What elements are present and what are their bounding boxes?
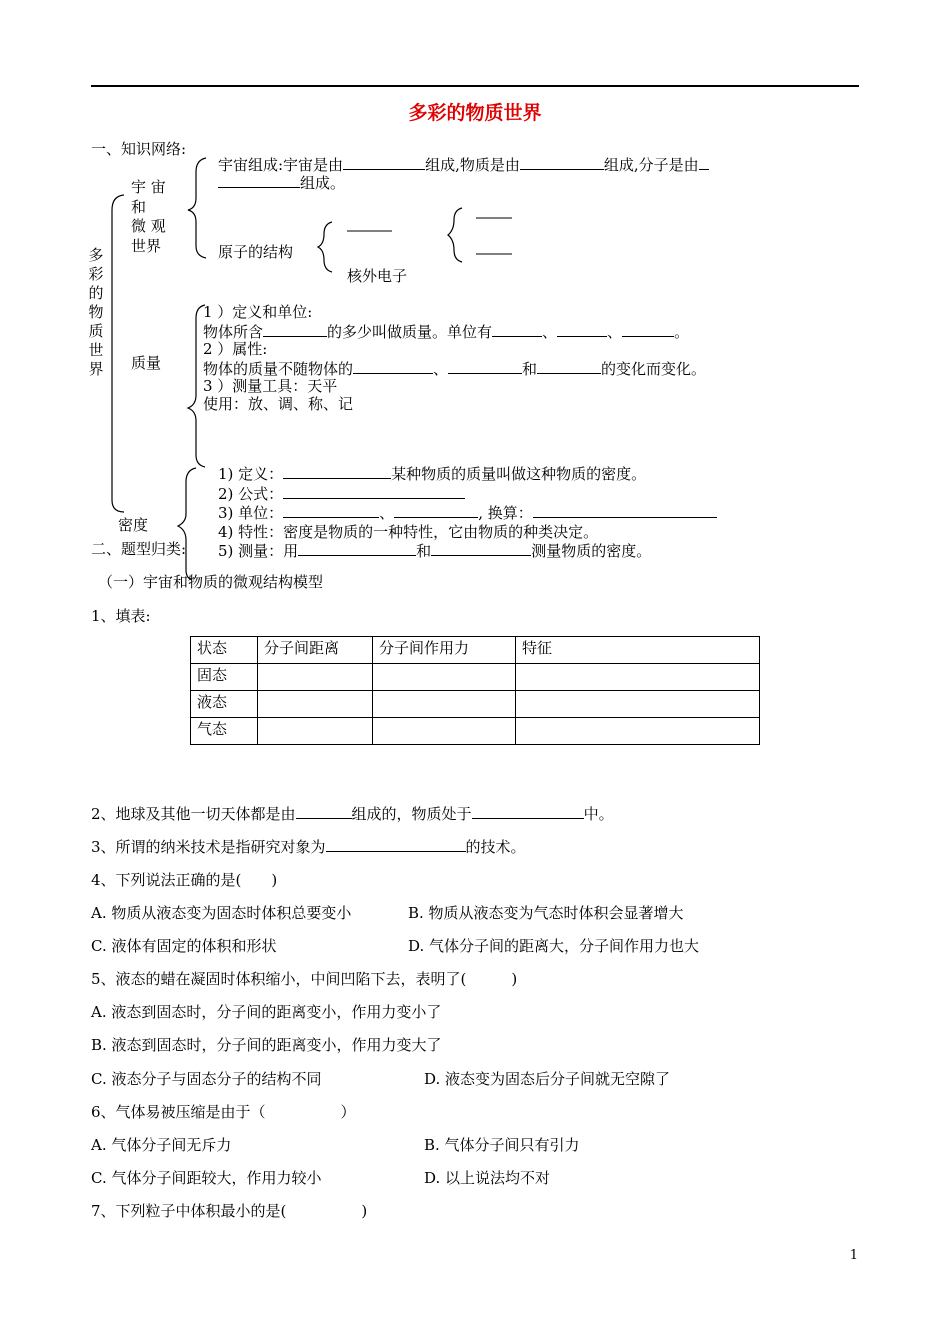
option-5b: B. 液态到固态时，分子间的距离变小，作用力变大了 — [91, 1036, 442, 1054]
density-details: 1) 定义： 某种物质的质量叫做这种物质的密度。 2) 公式： 3) 单位： 、 , 换算： 4) 特性：密度是物质的一种特性，它由物质的种类决定。 5) 测量：用 和 测量物质的密度。 — [218, 464, 717, 561]
question-7: 7、下列粒子中体积最小的是( ) — [91, 1202, 368, 1220]
option-4d: D. 气体分子间的距离大，分子间作用力也大 — [408, 937, 700, 955]
table-header: 分子间作用力 — [373, 637, 516, 664]
option-6d: D. 以上说法均不对 — [424, 1169, 551, 1187]
universe-line-2: 组成。 — [218, 172, 345, 193]
option-6c: C. 气体分子间距较大，作用力较小 — [91, 1169, 322, 1187]
table-row — [191, 664, 760, 691]
option-6b: B. 气体分子间只有引力 — [424, 1136, 580, 1154]
option-6a: A. 气体分子间无斥力 — [91, 1136, 232, 1154]
table-header-row — [191, 637, 760, 664]
question-4: 4、下列说法正确的是( ) — [91, 871, 278, 889]
table-cell: 固态 — [191, 664, 258, 691]
root-brace — [112, 195, 124, 512]
answer-cell[interactable] — [258, 691, 373, 718]
states-table — [190, 636, 760, 745]
answer-cell[interactable] — [516, 691, 760, 718]
section-knowledge-network: 一、知识网络: — [91, 140, 187, 158]
answer-cell[interactable] — [373, 691, 516, 718]
answer-cell[interactable] — [516, 718, 760, 745]
table-header: 分子间距离 — [258, 637, 373, 664]
option-5a: A. 液态到固态时，分子间的距离变小，作用力变小了 — [91, 1003, 442, 1021]
atom-structure: 原子的结构 — [218, 243, 294, 261]
table-header: 特征 — [516, 637, 760, 664]
table-header: 状态 — [191, 637, 258, 664]
electron-label: 核外电子 — [347, 267, 408, 285]
table-row — [191, 691, 760, 718]
answer-cell[interactable] — [258, 664, 373, 691]
option-4b: B. 物质从液态变为气态时体积会显著增大 — [408, 904, 684, 922]
option-4a: A. 物质从液态变为固态时体积总要变小 — [91, 904, 352, 922]
universe-line-1: 宇宙组成:宇宙是由 组成,物质是由 组成,分子是由 — [218, 154, 709, 175]
nucleus-brace — [448, 208, 462, 262]
question-2: 2、地球及其他一切天体都是由 组成的，物质处于 中。 — [91, 805, 614, 823]
answer-cell[interactable] — [516, 664, 760, 691]
density-label: 密度 — [118, 516, 149, 534]
table-cell: 液态 — [191, 691, 258, 718]
page-number: 1 — [849, 1248, 858, 1263]
subsection-1: （一）宇宙和物质的微观结构模型 — [98, 573, 324, 591]
option-4c: C. 液体有固定的体积和形状 — [91, 937, 277, 955]
question-5: 5、液态的蜡在凝固时体积缩小，中间凹陷下去，表明了( ) — [91, 970, 518, 988]
answer-cell[interactable] — [373, 718, 516, 745]
page-title: 多彩的物质世界 — [408, 102, 542, 124]
table-row — [191, 718, 760, 745]
atom-brace — [318, 222, 332, 272]
answer-cell[interactable] — [258, 718, 373, 745]
question-6: 6、气体易被压缩是由于（ ） — [91, 1103, 356, 1121]
section-question-types: 二、题型归类: — [91, 540, 187, 558]
universe-label: 宇 宙 和 微 观 世界 — [131, 178, 166, 255]
table-cell: 气态 — [191, 718, 258, 745]
mass-label: 质量 — [131, 354, 162, 372]
option-5c: C. 液态分子与固态分子的结构不同 — [91, 1070, 322, 1088]
root-label: 多 彩 的 物 质 世 界 — [88, 246, 104, 378]
question-3: 3、所谓的纳米技术是指研究对象为 的技术。 — [91, 838, 526, 856]
density-brace — [178, 468, 196, 580]
answer-cell[interactable] — [373, 664, 516, 691]
universe-brace — [188, 158, 206, 258]
question-1: 1、填表: — [91, 607, 151, 625]
option-5d: D. 液态变为固态后分子间就无空隙了 — [424, 1070, 671, 1088]
mass-details: 1 ）定义和单位: 物体所含 的多少叫做质量。单位有 、 、 。 2 ）属性: 物体的质量不随物体的 、 和 的变化而变化。 3 ）测量工具：天平 使用：放、调、称、记 — [203, 303, 707, 413]
